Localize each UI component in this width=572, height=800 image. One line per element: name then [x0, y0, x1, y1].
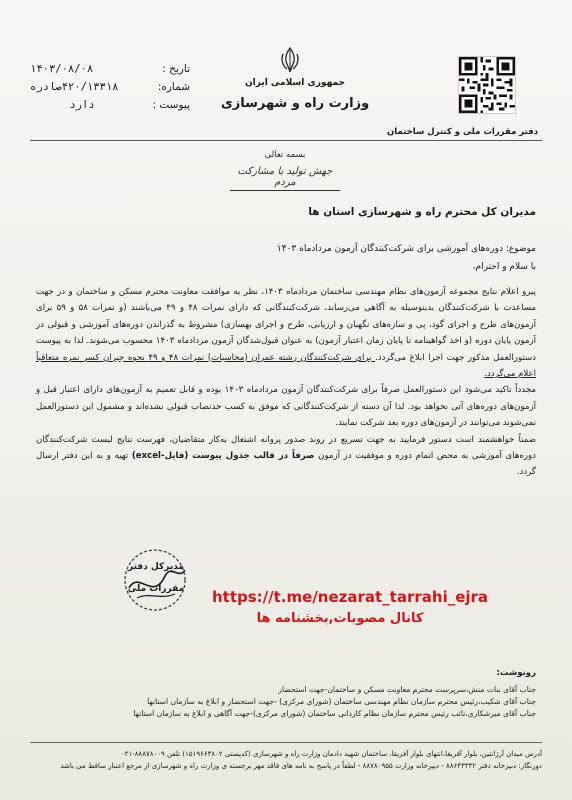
- cc-list: [36, 684, 536, 720]
- signature-text: مدیرکل دفتر مقررات ملی: [127, 562, 185, 594]
- attachment-label: پیوست :: [152, 99, 190, 111]
- bismillah: بسمه تعالی: [264, 150, 306, 160]
- footer: [30, 748, 542, 772]
- underlined-note: برای شرکت‌کنندگان رشته عمران (محاسبات) نمرات ۴۸ و ۴۹ نحوه جبران کسر نمره متعاقباً اعلام می‌گردد.: [36, 352, 536, 380]
- paragraph-2: مجدداً تاکید می‌شود این دستورالعمل صرفاً برای شرکت‌کنندگان آزمون مردادماه ۱۴۰۳ بوده و قابل تعمیم به آزمون‌های دارای اعتبار قبل و آزمون‌های دوره‌های آتی نخواهد بود. لذا آن دسته از شرکت‌کنندگانی که موفق به کسب حدنصاب قبولی نشده‌اند و مشمول این دستورالعمل نمی‌شوند می‌توانند در آزمون‌های دوره بعد شرکت نمایند.: [36, 385, 536, 429]
- letter-meta: [30, 60, 190, 114]
- paragraph-1: پیرو اعلام نتایج مجموعه آزمون‌های نظام مهندسی ساختمان مردادماه ۱۴۰۳، نظر به موافقت معاونت محترم مسکن و ساختمان و در جهت مساعدت با شرکت‌کنندگان بدینوسیله به آگاهی می‌رساند، شرکت‌کنندگانی که دارای نمرات ۴۸ و ۴۹ می‌باشند (و نمرات ۵۸ و ۵۹ برای آزمون‌های طرح و اجرای گود، پی و سازه‌های نگهبان و ارزیابی، طرح و اجرای بهسازی) مشروط به گذراندن دوره‌های آموزشی و قبولی در آزمون پایان دوره (و اخذ گواهینامه تا پایان زمان اعتبار آزمون) به عنوان قبول‌شدگان آزمون مردادماه ۱۴۰۳ محسوب می‌شوند. لذا به پیوست دستورالعمل مذکور جهت اجرا ابلاغ می‌گردد. برای شرکت‌کنندگان رشته عمران (محاسبات) نمرات ۴۸ و ۴۹ نحوه جبران کسر نمره متعاقباً اعلام می‌گردد.: [36, 287, 537, 380]
- department-title: دفتر مقررات ملی و کنترل ساختمان: [387, 127, 538, 137]
- date-row: [30, 60, 190, 78]
- iran-emblem-icon: [278, 46, 302, 74]
- paragraph-3: ضمناً خواهشمند است دستور فرمایید به جهت تسریع در روند صدور پروانه اشتغال به‌کار متقاضیان، فهرست نتایج لیست شرکت‌کنندگان دوره‌های آموزشی به محض اتمام دوره و موفقیت در آزمون صرفاً در قالب جدول پیوست (فایل-excel) تهیه و به این دفتر ارسال گردد.: [36, 434, 536, 478]
- number-label: شماره:: [157, 81, 190, 93]
- number-value: ۴۲۰/۱۳۳۱۸صادره: [30, 81, 119, 93]
- ministry-title: وزارت راه و شهرسازی: [220, 96, 370, 111]
- letter-body: [36, 284, 536, 481]
- cc-item: جناب آقای میرشکاری،نائب رئیس محترم سازمان نظام کاردانی ساختمان (شورای مرکزی)-جهت آگاهی و ابلاغ به سازمان استانها: [133, 709, 536, 718]
- footer-divider: [30, 742, 542, 743]
- date-label: تاریخ :: [162, 63, 190, 75]
- attachment-row: [30, 96, 190, 114]
- bold-instruction: صرفاً در قالب جدول پیوست (فایل-excel): [131, 451, 315, 462]
- footer-address: آدرس میدان آرژانتین، بلوار آفریقا،انتهای بلوار آفریقا، ساختمان شهید دادمان وزارت راه و شهرسازی (کدپستی ۱۵۱۹۶۶۳۸۰۲) تلفن ۸۸۸۷۸۰۰۹-۰۲۱: [120, 750, 542, 758]
- attachment-value: دارد: [69, 99, 95, 111]
- year-slogan: جهش تولید با مشارکت مردم: [230, 166, 340, 191]
- cc-item: جناب آقای شکیب،رئیس محترم سازمان نظام مهندسی ساختمان (شورای مرکزی) -جهت استحضار و ابلاغ به سازمان استانها: [147, 697, 536, 706]
- telegram-channel-name: کانال مصوبات,بخشنامه ها: [256, 611, 424, 626]
- qr-code-icon: [458, 56, 516, 114]
- number-row: [30, 78, 190, 96]
- date-value: ۱۴۰۳/۰۸/۰۸: [30, 63, 94, 75]
- footer-fax: دورنگار: دبیرخانه دفتر ۸۸۶۴۳۳۳۲ - دیپرخانه وزارت ۸۸۷۸۰۹۵۵ - لطفاً در پاسخ به نامه های فاقد مهر برجسته ی وزارت راه و شهرسازی از مرجع اعتبار ساقط می باشد: [60, 762, 542, 770]
- telegram-link[interactable]: https://t.me/nezarat_tarrahi_ejra: [212, 588, 489, 606]
- cc-item: جناب آقای بنات منش،سرپرست محترم معاونت مسکن و ساختمان-جهت استحضار: [278, 685, 536, 694]
- cc-title: رونوشت:: [496, 668, 536, 678]
- greeting: با سلام و احترام،: [472, 262, 536, 272]
- recipient: مدیران کل محترم راه و شهرسازی استان ها: [308, 206, 536, 218]
- government-title: جمهوری اسلامی ایران: [244, 78, 346, 88]
- header-divider: [30, 140, 542, 141]
- subject-line: موضوع: دوره‌های آموزشی برای شرکت‌کنندگان آزمون مردادماه ۱۴۰۳: [276, 244, 536, 254]
